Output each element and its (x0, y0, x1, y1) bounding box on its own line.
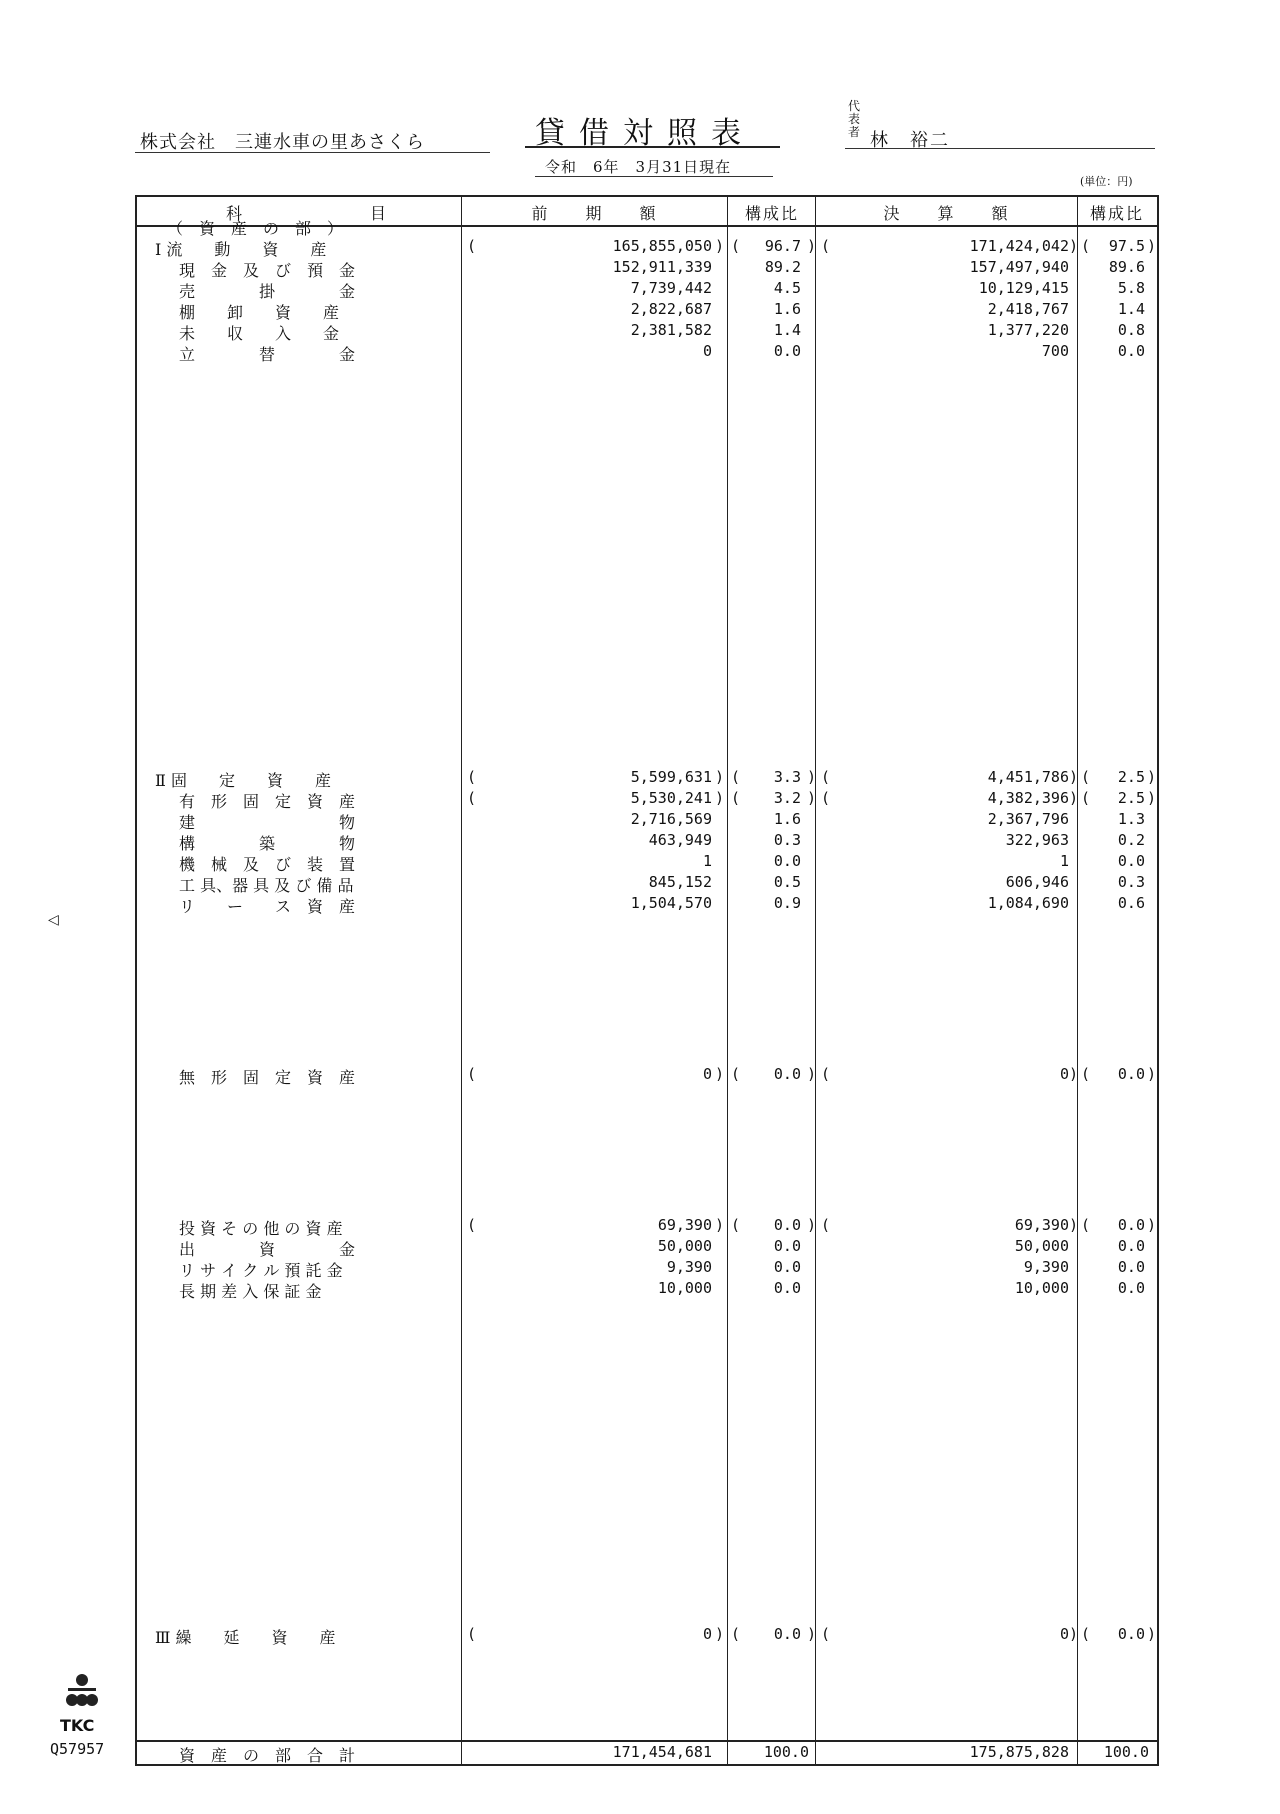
table-row (137, 321, 1157, 342)
row-previous: 1,504,570 (630, 894, 712, 912)
table-row (137, 342, 1157, 363)
row-current-ratio: 1.4 (1117, 300, 1145, 318)
representative-name: 林 裕二 (870, 130, 950, 151)
col-divider (727, 197, 728, 1764)
row-previous-ratio: 3.3 (773, 768, 801, 786)
row-previous-ratio: 4.5 (773, 279, 801, 297)
row-current: 10,000 (1014, 1279, 1069, 1297)
row-current: 171,424,042 (969, 237, 1069, 255)
row-current: 50,000 (1014, 1237, 1069, 1255)
as-of-date: 令和 6年 3月31日現在 (545, 158, 732, 176)
table-row (137, 1216, 1157, 1237)
row-current-ratio: 0.0 (1117, 1625, 1145, 1643)
row-current: 9,390 (1023, 1258, 1069, 1276)
parenthesis-mark: ) (715, 1216, 725, 1234)
table-row (137, 810, 1157, 831)
row-current: 4,382,396 (987, 789, 1069, 807)
row-current-ratio: 0.0 (1117, 342, 1145, 360)
row-previous: 7,739,442 (630, 279, 712, 297)
row-current-ratio: 1.3 (1117, 810, 1145, 828)
row-label: Ⅰ 流 動 資 産 (155, 240, 327, 259)
representative-underline (845, 148, 1155, 149)
parenthesis-mark: ) (807, 789, 817, 807)
table-row (137, 894, 1157, 915)
row-previous: 5,599,631 (630, 768, 712, 786)
row-label: リ ー ス 資 産 (179, 897, 356, 916)
parenthesis-mark: ) (1069, 1065, 1079, 1083)
parenthesis-mark: ( (731, 1625, 741, 1643)
row-current-ratio: 2.5 (1117, 789, 1145, 807)
section-title-row (137, 216, 1157, 237)
row-label: 投 資 そ の 他 の 資 産 (179, 1219, 343, 1238)
row-label: 売 掛 金 (179, 282, 356, 301)
row-current: 157,497,940 (969, 258, 1069, 276)
header-previous-ratio: 構成比 (744, 204, 799, 223)
row-label: 建 物 (179, 813, 356, 832)
row-previous-ratio: 0.0 (773, 1279, 801, 1297)
parenthesis-mark: ( (467, 1625, 477, 1643)
total-row (137, 1740, 1157, 1764)
col-divider (815, 197, 816, 1764)
section-title: （ 資 産 の 部 ） (167, 219, 344, 238)
row-label: 構 築 物 (179, 834, 356, 853)
row-current: 0 (1059, 1065, 1069, 1083)
row-current-ratio: 0.0 (1117, 1279, 1145, 1297)
header-previous: 前 期 額 (531, 204, 658, 223)
table-row (137, 279, 1157, 300)
row-previous: 0 (702, 1065, 712, 1083)
row-current: 10,129,415 (978, 279, 1069, 297)
row-previous-ratio: 96.7 (764, 237, 801, 255)
table-row (137, 1258, 1157, 1279)
row-previous-ratio: 0.0 (773, 1216, 801, 1234)
row-previous: 0 (702, 1625, 712, 1643)
total-previous: 171,454,681 (612, 1743, 712, 1761)
parenthesis-mark: ) (807, 768, 817, 786)
parenthesis-mark: ( (467, 789, 477, 807)
total-current: 175,875,828 (969, 1743, 1069, 1761)
parenthesis-mark: ) (1147, 768, 1157, 786)
row-previous-ratio: 0.0 (773, 1065, 801, 1083)
row-previous-ratio: 0.0 (773, 342, 801, 360)
row-current-ratio: 97.5 (1108, 237, 1145, 255)
row-current-ratio: 0.0 (1117, 1258, 1145, 1276)
total-previous-ratio: 100.0 (763, 1743, 809, 1761)
table-row (137, 852, 1157, 873)
row-previous-ratio: 0.0 (773, 1258, 801, 1276)
parenthesis-mark: ) (1147, 237, 1157, 255)
tkc-logo-icon (62, 1672, 102, 1716)
row-previous-ratio: 0.0 (773, 1237, 801, 1255)
row-current: 4,451,786 (987, 768, 1069, 786)
row-previous: 2,716,569 (630, 810, 712, 828)
parenthesis-mark: ) (1147, 1625, 1157, 1643)
company-underline (135, 152, 490, 153)
row-label: 工 具、器 具 及 び 備 品 (179, 876, 354, 895)
form-code: Q57957 (50, 1740, 105, 1758)
row-current-ratio: 2.5 (1117, 768, 1145, 786)
parenthesis-mark: ( (467, 237, 477, 255)
representative-label: 代表者 (848, 99, 861, 139)
parenthesis-mark: ( (731, 237, 741, 255)
row-label: 無 形 固 定 資 産 (179, 1068, 356, 1087)
row-previous-ratio: 89.2 (764, 258, 801, 276)
row-current-ratio: 0.8 (1117, 321, 1145, 339)
document-title: 貸借対照表 (535, 116, 755, 151)
row-label: Ⅲ 繰 延 資 産 (155, 1628, 336, 1647)
title-underline (525, 146, 780, 148)
row-label: 現 金 及 び 預 金 (179, 261, 356, 280)
table-row (137, 1279, 1157, 1300)
row-previous-ratio: 1.4 (773, 321, 801, 339)
row-current-ratio: 0.0 (1117, 1237, 1145, 1255)
total-label: 資 産 の 部 合 計 (179, 1746, 356, 1765)
row-current-ratio: 0.2 (1117, 831, 1145, 849)
tkc-logo-text: TKC (60, 1716, 95, 1735)
row-previous-ratio: 3.2 (773, 789, 801, 807)
row-previous: 50,000 (657, 1237, 712, 1255)
table-row (137, 831, 1157, 852)
parenthesis-mark: ) (1069, 1625, 1079, 1643)
col-divider (461, 197, 462, 1764)
row-current-ratio: 0.0 (1117, 852, 1145, 870)
parenthesis-mark: ( (821, 1216, 831, 1234)
parenthesis-mark: ( (731, 1216, 741, 1234)
row-previous: 1 (702, 852, 712, 870)
parenthesis-mark: ) (1069, 768, 1079, 786)
parenthesis-mark: ( (821, 789, 831, 807)
row-current: 322,963 (1005, 831, 1069, 849)
table-row (137, 1065, 1157, 1086)
row-current: 2,367,796 (987, 810, 1069, 828)
row-current-ratio: 0.6 (1117, 894, 1145, 912)
table-row (137, 1237, 1157, 1258)
row-current-ratio: 0.0 (1117, 1065, 1145, 1083)
table-row (137, 873, 1157, 894)
header-current-ratio: 構成比 (1089, 204, 1144, 223)
row-previous-ratio: 0.9 (773, 894, 801, 912)
parenthesis-mark: ( (821, 768, 831, 786)
row-previous-ratio: 0.0 (773, 1625, 801, 1643)
company-name: 株式会社 三連水車の里あさくら (140, 132, 425, 153)
parenthesis-mark: ( (821, 1625, 831, 1643)
row-current-ratio: 5.8 (1117, 279, 1145, 297)
row-current: 0 (1059, 1625, 1069, 1643)
row-previous: 0 (702, 342, 712, 360)
parenthesis-mark: ) (807, 1216, 817, 1234)
parenthesis-mark: ( (731, 768, 741, 786)
row-current-ratio: 0.0 (1117, 1216, 1145, 1234)
parenthesis-mark: ) (807, 1625, 817, 1643)
row-previous: 845,152 (648, 873, 712, 891)
table-row (137, 300, 1157, 321)
parenthesis-mark: ( (1081, 1216, 1091, 1234)
parenthesis-mark: ( (1081, 768, 1091, 786)
table-row (137, 1625, 1157, 1646)
row-previous-ratio: 0.3 (773, 831, 801, 849)
row-label: 長 期 差 入 保 証 金 (179, 1282, 322, 1301)
row-current: 1,377,220 (987, 321, 1069, 339)
table-row (137, 768, 1157, 789)
unit-label: (単位：円) (1080, 175, 1133, 188)
parenthesis-mark: ) (1147, 1065, 1157, 1083)
total-current-ratio: 100.0 (1103, 1743, 1149, 1761)
row-current-ratio: 89.6 (1108, 258, 1145, 276)
row-current: 69,390 (1014, 1216, 1069, 1234)
table-row (137, 258, 1157, 279)
parenthesis-mark: ( (467, 768, 477, 786)
parenthesis-mark: ( (1081, 1625, 1091, 1643)
row-previous: 152,911,339 (612, 258, 712, 276)
row-label: 棚 卸 資 産 (179, 303, 340, 322)
parenthesis-mark: ( (467, 1216, 477, 1234)
row-label: 出 資 金 (179, 1240, 356, 1259)
parenthesis-mark: ) (807, 1065, 817, 1083)
parenthesis-mark: ) (1069, 237, 1079, 255)
row-previous: 9,390 (666, 1258, 712, 1276)
table-row (137, 789, 1157, 810)
row-previous-ratio: 1.6 (773, 810, 801, 828)
parenthesis-mark: ) (715, 1625, 725, 1643)
row-label: リ サ イ ク ル 預 託 金 (179, 1261, 343, 1280)
parenthesis-mark: ( (731, 1065, 741, 1083)
row-current: 1,084,690 (987, 894, 1069, 912)
row-previous: 2,822,687 (630, 300, 712, 318)
parenthesis-mark: ( (821, 1065, 831, 1083)
parenthesis-mark: ) (715, 237, 725, 255)
row-label: 機 械 及 び 装 置 (179, 855, 356, 874)
parenthesis-mark: ( (1081, 237, 1091, 255)
col-divider (1077, 197, 1078, 1764)
row-previous: 5,530,241 (630, 789, 712, 807)
row-label: 有 形 固 定 資 産 (179, 792, 356, 811)
row-previous: 463,949 (648, 831, 712, 849)
row-previous: 165,855,050 (612, 237, 712, 255)
row-label: 立 替 金 (179, 345, 356, 364)
row-label: Ⅱ 固 定 資 産 (155, 771, 331, 790)
parenthesis-mark: ) (1069, 1216, 1079, 1234)
parenthesis-mark: ) (1069, 789, 1079, 807)
row-previous-ratio: 1.6 (773, 300, 801, 318)
parenthesis-mark: ( (1081, 789, 1091, 807)
parenthesis-mark: ( (821, 237, 831, 255)
balance-sheet-table (135, 195, 1159, 1766)
row-current-ratio: 0.3 (1117, 873, 1145, 891)
row-previous: 10,000 (657, 1279, 712, 1297)
row-current: 2,418,767 (987, 300, 1069, 318)
header-current: 決 算 額 (883, 204, 1010, 223)
parenthesis-mark: ( (467, 1065, 477, 1083)
row-previous-ratio: 0.0 (773, 852, 801, 870)
parenthesis-mark: ) (1147, 789, 1157, 807)
parenthesis-mark: ( (1081, 1065, 1091, 1083)
row-current: 606,946 (1005, 873, 1069, 891)
row-current: 700 (1041, 342, 1069, 360)
parenthesis-mark: ( (731, 789, 741, 807)
table-row (137, 237, 1157, 258)
parenthesis-mark: ) (807, 237, 817, 255)
parenthesis-mark: ) (715, 789, 725, 807)
header-account: 科 目 (225, 204, 388, 223)
parenthesis-mark: ) (715, 768, 725, 786)
row-label: 未 収 入 金 (179, 324, 340, 343)
row-previous: 69,390 (657, 1216, 712, 1234)
parenthesis-mark: ) (715, 1065, 725, 1083)
row-previous: 2,381,582 (630, 321, 712, 339)
parenthesis-mark: ) (1147, 1216, 1157, 1234)
row-current: 1 (1059, 852, 1069, 870)
row-previous-ratio: 0.5 (773, 873, 801, 891)
margin-mark: ◁ (48, 912, 59, 928)
